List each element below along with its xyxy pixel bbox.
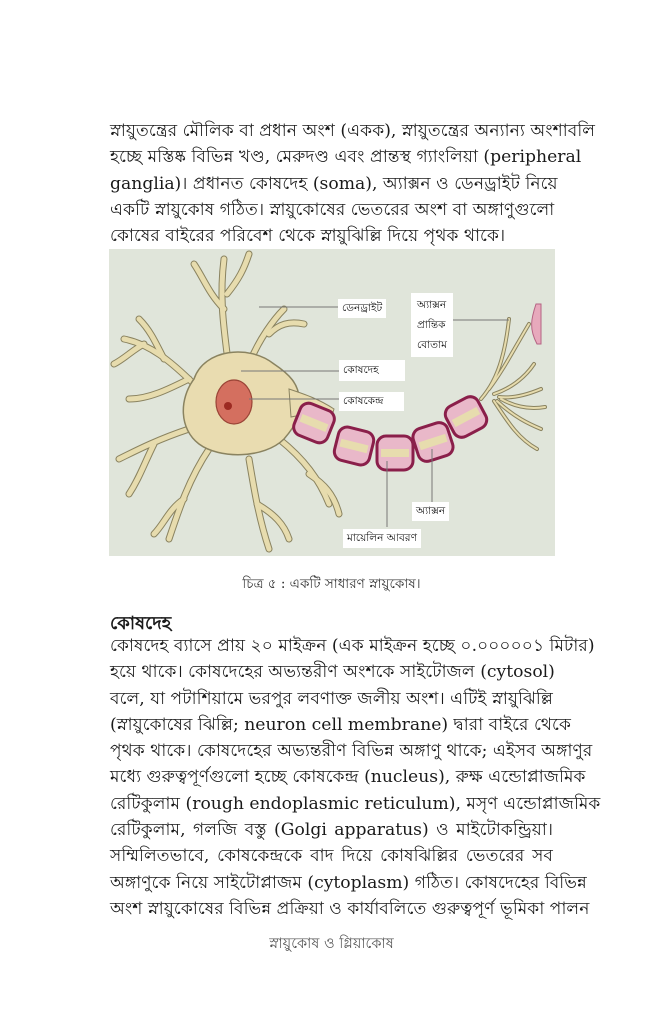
text-line: ganglia)। প্রধানত কোষদেহ (soma), অ্যাক্সন ও ডেনড্রাইট নিয়ে [110,173,558,194]
text-line: রেটিকুলাম, গলজি বস্তু (Golgi apparatus) ও মাইটোকন্ড্রিয়া। [110,820,553,841]
section-heading: কোষদেহ [110,613,172,634]
label-nucleus: কোষকেন্দ্র [339,392,404,411]
figure-caption: চিত্র ৫ : একটি সাধারণ স্নায়ুকোষ। [242,576,421,592]
text-line: বলে, যা পটাশিয়ামে ভরপুর লবণাক্ত জলীয় অংশ। এটিই স্নায়ুঝিল্লি [110,688,554,709]
text-line: একটি স্নায়ুকোষ গঠিত। স্নায়ুকোষের ভেতরের অংশ বা অঙ্গাণুগুলো [110,199,555,220]
running-footer: স্নায়ুকোষ ও গ্লিয়াকোষ [269,936,394,952]
label-soma: কোষদেহ [339,360,405,381]
neuron-illustration [109,249,555,556]
text-line: হয়ে থাকে। কোষদেহের অভ্যন্তরীণ অংশকে সাইটোজল (cytosol) [110,662,555,683]
nucleus [216,380,252,424]
label-myelin-sheath: মায়েলিন আবরণ [343,529,421,548]
text-line: সম্মিলিতভাবে, কোষকেন্দ্রকে বাদ দিয়ে কোষঝিল্লির ভেতরের সব [110,846,553,867]
text-line: অংশ স্নায়ুকোষের বিভিন্ন প্রক্রিয়া ও কার্যাবলিতে গুরুত্বপূর্ণ ভূমিকা পালন [110,898,590,919]
text-line: কোষদেহ ব্যাসে প্রায় ২০ মাইক্রন (এক মাইক্রন হচ্ছে ০.০০০০০১ মিটার) [110,636,595,656]
text-line: কোষের বাইরের পরিবেশ থেকে স্নায়ুঝিল্লি দিয়ে পৃথক থাকে। [110,226,506,247]
label-dendrite: ডেনড্রাইট [338,299,386,318]
section-paragraph [110,633,601,922]
text-line: হচ্ছে মস্তিষ্ক বিভিন্ন খণ্ড, মেরুদণ্ড এবং প্রান্তস্থ গ্যাংলিয়া (peripheral [110,147,582,168]
neuron-diagram [109,249,555,556]
text-line: পৃথক থাকে। কোষদেহের অভ্যন্তরীণ বিভিন্ন অঙ্গাণু থাকে; এইসব অঙ্গাণুর [110,741,593,762]
text-line: স্নায়ুতন্ত্রের মৌলিক বা প্রধান অংশ (একক), স্নায়ুতন্ত্রের অন্যান্য অংশাবলি [110,121,596,141]
text-line: (স্নায়ুকোষের ঝিল্লি; neuron cell membrane) দ্বারা বাইরে থেকে [110,714,571,735]
text-line: অঙ্গাণুকে নিয়ে সাইটোপ্লাজম (cytoplasm) গঠিত। কোষদেহের বিভিন্ন [110,872,587,893]
intro-paragraph [110,118,596,249]
text-line: মধ্যে গুরুত্বপূর্ণগুলো হচ্ছে কোষকেন্দ্র (nucleus), রুক্ষ এন্ডোপ্লাজমিক [110,767,586,788]
label-axon-terminal: অ্যাক্সন প্রান্তিক বোতাম [411,293,453,357]
label-axon: অ্যাক্সন [412,502,449,521]
text-line: রেটিকুলাম (rough endoplasmic reticulum), মসৃণ এন্ডোপ্লাজমিক [110,793,601,814]
